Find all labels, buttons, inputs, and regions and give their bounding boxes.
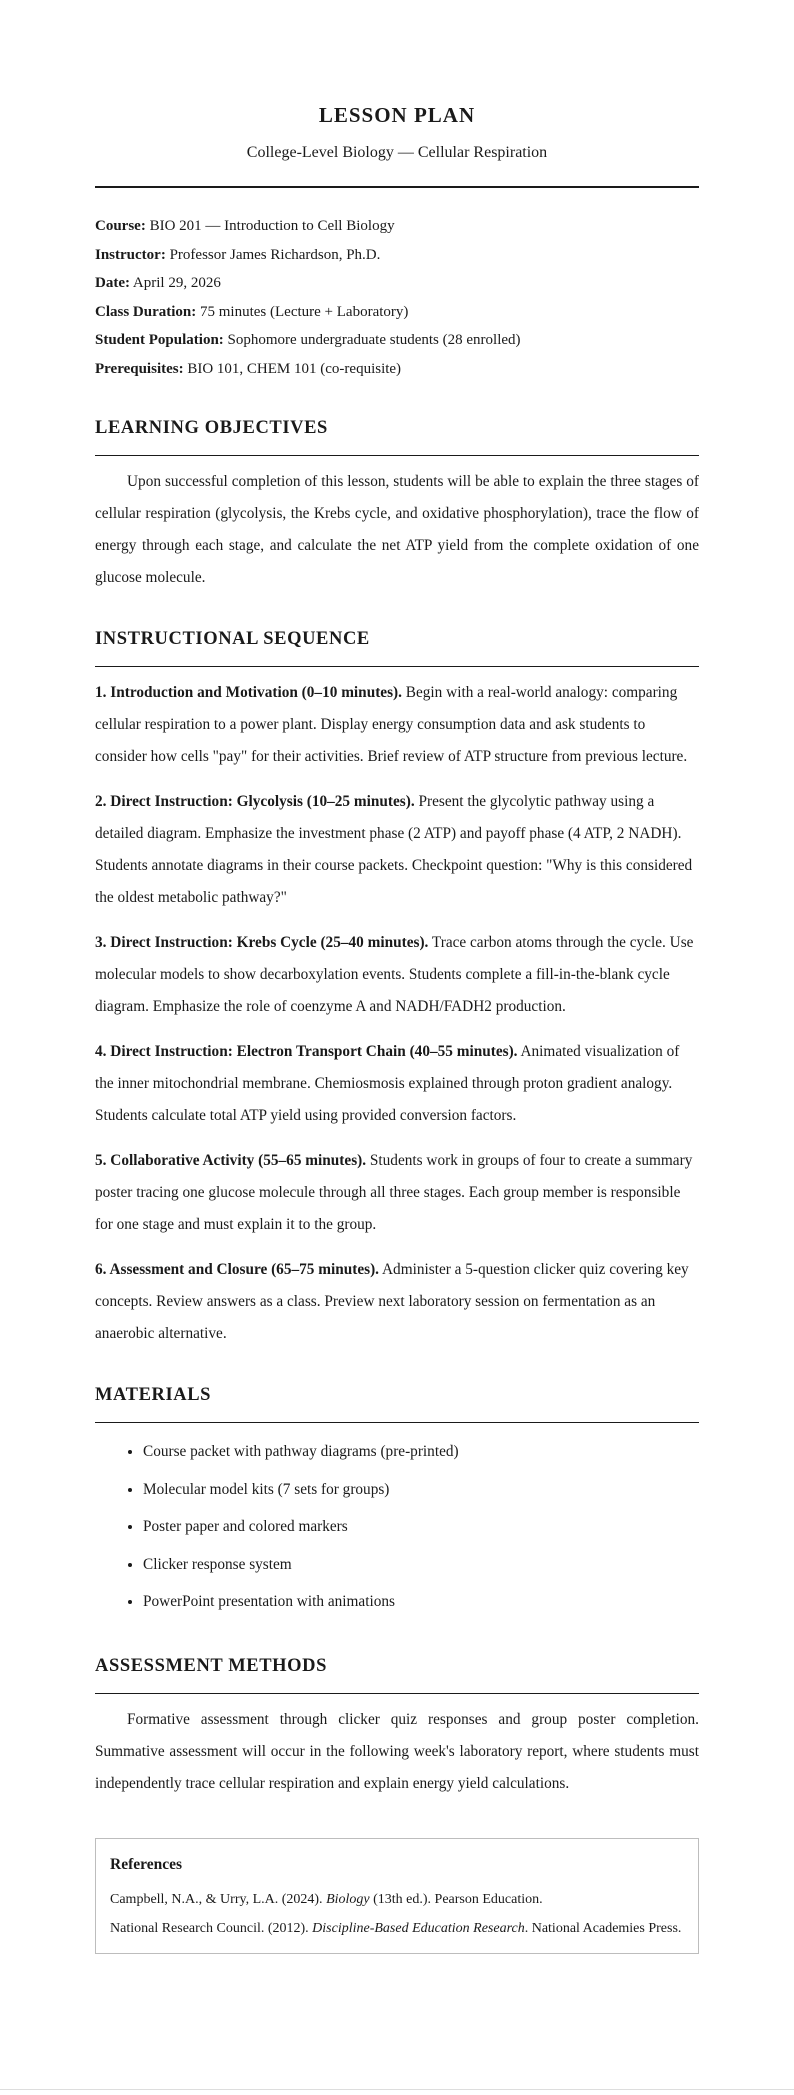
ref-work-title: Biology [326, 1891, 370, 1907]
meta-instructor [95, 241, 699, 270]
meta-value: Sophomore undergraduate students (28 enrolled) [223, 332, 521, 348]
step-title: 4. Direct Instruction: Electron Transport Chain (40–55 minutes). [95, 1043, 518, 1060]
step-title: 5. Collaborative Activity (55–65 minutes). [95, 1152, 367, 1169]
meta-label: Prerequisites: [95, 360, 184, 377]
objectives-heading: LEARNING OBJECTIVES [95, 418, 328, 438]
meta-date [95, 269, 699, 298]
meta-label: Class Duration: [95, 303, 197, 320]
ref-work-title: Discipline-Based Education Research [312, 1920, 525, 1936]
meta-prerequisites [95, 355, 699, 384]
section-divider [95, 1422, 699, 1423]
sequence-heading: INSTRUCTIONAL SEQUENCE [95, 629, 370, 649]
list-item: • Clicker response system [143, 1546, 699, 1584]
course-info [95, 212, 699, 383]
ref-author: Campbell, N.A., & Urry, L.A. (2024). [110, 1891, 327, 1907]
meta-value: April 29, 2026 [129, 275, 221, 291]
step-text: Present the glycolytic pathway using a detailed diagram. Emphasize the investment phase (2 ATP) and payoff phase (4 ATP, 2 NADH). Students annotate diagrams in their course packets. Checkpoint question: "Why is this considered the oldest metabolic pathway?" [95, 793, 693, 906]
meta-value: BIO 101, CHEM 101 (co-requisite) [183, 360, 402, 377]
sequence-step [95, 677, 699, 773]
meta-course [95, 212, 699, 241]
title-divider [95, 186, 699, 188]
list-item: • PowerPoint presentation with animations [143, 1583, 699, 1621]
ref-publisher: . National Academies Press. [524, 1920, 682, 1936]
section-divider [95, 666, 699, 667]
ref-author: National Research Council. (2012). [110, 1920, 313, 1936]
step-text: Begin with a real-world analogy: comparing cellular respiration to a power plant. Display energy consumption data and ask students to consider how cells "pay" for their activities. Brief review of ATP structure from previous lecture. [95, 684, 688, 765]
list-item: • Molecular model kits (7 sets for groups) [143, 1471, 699, 1509]
sequence-step [95, 1145, 699, 1241]
references-box [95, 1838, 699, 1954]
meta-label: Student Population: [95, 332, 224, 348]
meta-label: Course: [95, 218, 146, 234]
step-text: Trace carbon atoms through the cycle. Use molecular models to show decarboxylation events. Students complete a fill-in-the-blank cycle diagram. Emphasize the role of coenzyme A and NADH/FADH2 production. [95, 934, 694, 1015]
objectives-text: Upon successful completion of this lesson, students will be able to explain the three stages of cellular respiration (glycolysis, the Krebs cycle, and oxidative phosphorylation), trace the flow of energy through each stage, and calculate the net ATP yield from the complete oxidation of one glucose molecule. [95, 473, 699, 586]
references-heading: References [110, 1855, 183, 1873]
list-item: • Poster paper and colored markers [143, 1508, 699, 1546]
section-divider [95, 455, 699, 456]
materials-list [95, 1433, 699, 1621]
step-title: 2. Direct Instruction: Glycolysis (10–25 minutes). [95, 793, 415, 810]
assessment-text: Formative assessment through clicker quiz responses and group poster completion. Summative assessment will occur in the following week's laboratory report, where students must independently trace cellular respiration and explain energy yield calculations. [95, 1710, 699, 1792]
assessment-heading: ASSESSMENT METHODS [95, 1655, 328, 1676]
sequence-step [95, 786, 699, 914]
meta-value: 75 minutes (Lecture + Laboratory) [196, 303, 409, 320]
document-subtitle: College-Level Biology — Cellular Respiration [246, 144, 548, 161]
meta-population [95, 326, 699, 355]
meta-value: Professor James Richardson, Ph.D. [165, 246, 381, 263]
document-title: LESSON PLAN [318, 103, 476, 127]
meta-duration [95, 298, 699, 327]
meta-label: Instructor: [95, 246, 166, 263]
section-divider [95, 1693, 699, 1694]
step-title: 1. Introduction and Motivation (0–10 minutes). [95, 684, 402, 701]
step-text: Administer a 5-question clicker quiz covering key concepts. Review answers as a class. Preview next laboratory session on fermentation as an anaerobic alternative. [95, 1261, 689, 1342]
sequence-step [95, 927, 699, 1023]
meta-label: Date: [95, 275, 130, 291]
step-title: 6. Assessment and Closure (65–75 minutes). [95, 1261, 380, 1278]
sequence-step [95, 1254, 699, 1350]
step-text: Animated visualization of the inner mitochondrial membrane. Chemiosmosis explained through proton gradient analogy. Students calculate total ATP yield using provided conversion factors. [95, 1043, 680, 1124]
meta-value: BIO 201 — Introduction to Cell Biology [145, 218, 395, 234]
list-item: • Course packet with pathway diagrams (pre-printed) [143, 1433, 699, 1471]
materials-heading: MATERIALS [95, 1385, 212, 1405]
reference-entry [110, 1885, 684, 1914]
step-text: Students work in groups of four to create a summary poster tracing one glucose molecule through all three stages. Each group member is responsible for one stage and must explain it to the group. [95, 1152, 693, 1233]
step-title: 3. Direct Instruction: Krebs Cycle (25–40 minutes). [95, 934, 429, 951]
reference-entry [110, 1914, 684, 1943]
ref-publisher: (13th ed.). Pearson Education. [369, 1891, 543, 1907]
sequence-step [95, 1036, 699, 1132]
sequence-steps [95, 677, 699, 1350]
